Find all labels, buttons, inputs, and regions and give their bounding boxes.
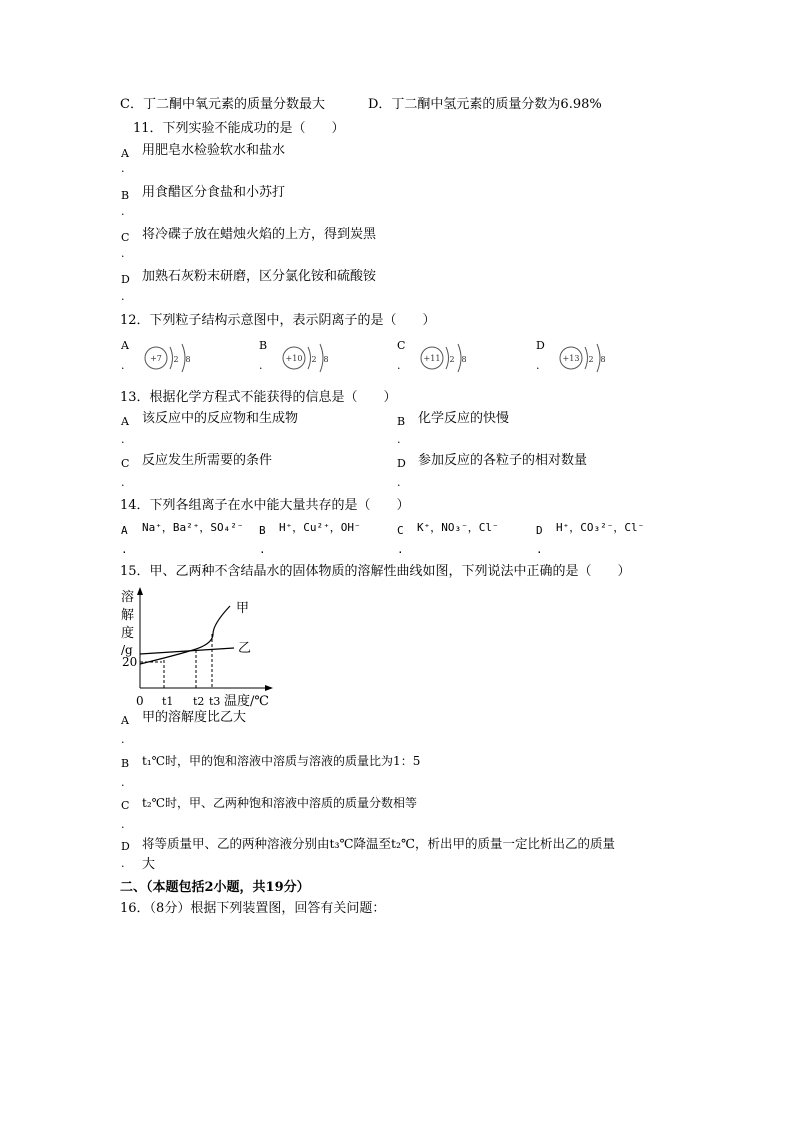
option-text-continued: 大 xyxy=(142,857,156,872)
option-label: D xyxy=(536,339,545,352)
option-label: C xyxy=(121,231,130,244)
nucleus-charge: +10 xyxy=(285,354,303,363)
shell-2-count: 8 xyxy=(461,355,467,364)
atom-diagram xyxy=(138,340,208,376)
nucleus-charge: +11 xyxy=(423,354,441,363)
xlabel: 温度/℃ xyxy=(224,694,269,708)
option-label: B xyxy=(397,415,406,428)
option-dot: . xyxy=(121,247,125,260)
option-dot: . xyxy=(121,359,125,372)
ylabel-char: 溶 xyxy=(121,590,135,605)
option-label: B xyxy=(121,757,130,770)
option-dot: . xyxy=(121,818,125,831)
option-text: 该反应中的反应物和生成物 xyxy=(142,411,299,426)
option-label: C xyxy=(397,339,406,352)
option-text: 用食醋区分食盐和小苏打 xyxy=(142,185,286,200)
option-label: D xyxy=(536,524,543,537)
shell-2-count: 8 xyxy=(185,355,191,364)
option-label: B xyxy=(121,189,130,202)
shell-2-count: 8 xyxy=(323,355,329,364)
option-dot: . xyxy=(121,290,125,303)
option-text: t₁℃时，甲的饱和溶液中溶质与溶液的质量比为1：5 xyxy=(142,754,421,768)
option-text: 将冷碟子放在蜡烛火焰的上方，得到炭黑 xyxy=(142,227,377,242)
option-dot: . xyxy=(536,359,540,372)
q15-stem: 15．甲、乙两种不含结晶水的固体物质的溶解性曲线如图，下列说法中正确的是（ ） xyxy=(120,564,631,579)
section-heading: 二、（本题包括2小题，共19分） xyxy=(120,880,310,895)
x-tick-label: t2 xyxy=(193,695,205,708)
option-text: K⁺，NO₃⁻，Cl⁻ xyxy=(417,521,499,534)
option-label: A xyxy=(121,147,129,160)
option-label: C xyxy=(121,457,130,470)
q10-option-d: D．丁二酮中氢元素的质量分数为6.98% xyxy=(368,97,602,112)
shell-1-count: 2 xyxy=(173,355,179,364)
ylabel-char: 度 xyxy=(121,626,135,641)
option-label: C xyxy=(121,799,130,812)
option-dot: . xyxy=(121,162,125,175)
option-label: D xyxy=(121,840,130,853)
option-text: 化学反应的快慢 xyxy=(418,411,510,426)
option-label: B xyxy=(259,339,268,352)
option-text: H⁺，Cu²⁺，OH⁻ xyxy=(279,521,361,534)
q11-stem: 11．下列实验不能成功的是（ ） xyxy=(133,121,345,136)
option-dot: . xyxy=(397,476,401,489)
option-text: 参加反应的各粒子的相对数量 xyxy=(418,453,588,468)
option-text: H⁺，CO₃²⁻，Cl⁻ xyxy=(556,521,645,534)
option-text: Na⁺，Ba²⁺，SO₄²⁻ xyxy=(142,521,244,534)
option-text: 用肥皂水检验软水和盐水 xyxy=(142,143,286,158)
atom-diagram xyxy=(553,340,623,376)
option-label: A xyxy=(121,524,128,537)
option-label: B xyxy=(259,524,266,537)
atom-diagram xyxy=(414,340,484,376)
option-text: 将等质量甲、乙的两种溶液分别由t₃℃降温至t₂℃，析出甲的质量一定比析出乙的质量 xyxy=(142,836,616,851)
y-tick-label: 20 xyxy=(122,655,138,669)
q16-stem: 16．（8分）根据下列装置图，回答有关问题： xyxy=(120,901,386,916)
option-label: C xyxy=(397,524,404,537)
q14-stem: 14．下列各组离子在水中能大量共存的是（ ） xyxy=(120,498,410,513)
shell-1-count: 2 xyxy=(588,355,594,364)
option-label: A xyxy=(121,415,129,428)
curve-jia-label: 甲 xyxy=(236,601,250,616)
option-dot: . xyxy=(397,359,401,372)
q13-stem: 13．根据化学方程式不能获得的信息是（ ） xyxy=(120,390,397,405)
option-dot: . xyxy=(121,433,125,446)
option-text: 反应发生所需要的条件 xyxy=(142,453,273,468)
option-dot: . xyxy=(121,857,125,870)
ylabel-char: 解 xyxy=(121,608,135,623)
x-tick-label: t1 xyxy=(162,695,174,708)
q10-option-c: C．丁二酮中氧元素的质量分数最大 xyxy=(120,97,325,112)
option-label: A xyxy=(121,339,129,352)
curve-yi-label: 乙 xyxy=(238,641,252,656)
option-dot: . xyxy=(121,476,125,489)
option-label: D xyxy=(121,273,130,286)
q12-stem: 12．下列粒子结构示意图中，表示阴离子的是（ ） xyxy=(120,313,436,328)
shell-1-count: 2 xyxy=(311,355,317,364)
x-tick-label: t3 xyxy=(209,695,221,708)
option-dot: . xyxy=(536,543,543,556)
option-text: t₂℃时，甲、乙两种饱和溶液中溶质的质量分数相等 xyxy=(142,796,418,810)
shell-1-count: 2 xyxy=(449,355,455,364)
nucleus-charge: +13 xyxy=(562,354,580,363)
option-dot: . xyxy=(397,543,404,556)
shell-2-count: 8 xyxy=(600,355,606,364)
nucleus-charge: +7 xyxy=(150,354,162,363)
option-text: 甲的溶解度比乙大 xyxy=(142,710,247,725)
option-text: 加熟石灰粉末研磨，区分氯化铵和硫酸铵 xyxy=(142,269,377,284)
option-dot: . xyxy=(397,433,401,446)
solubility-graph xyxy=(118,584,278,708)
option-dot: . xyxy=(121,776,125,789)
ylabel-char: /g xyxy=(121,643,133,657)
option-label: A xyxy=(121,714,129,727)
curve-yi xyxy=(140,648,234,654)
origin-label: 0 xyxy=(136,694,144,708)
option-dot: . xyxy=(259,543,266,556)
option-label: D xyxy=(397,457,406,470)
atom-diagram xyxy=(276,340,346,376)
option-dot: . xyxy=(121,543,128,556)
option-dot: . xyxy=(121,205,125,218)
option-dot: . xyxy=(121,733,125,746)
curve-jia xyxy=(140,606,230,664)
option-dot: . xyxy=(259,359,263,372)
